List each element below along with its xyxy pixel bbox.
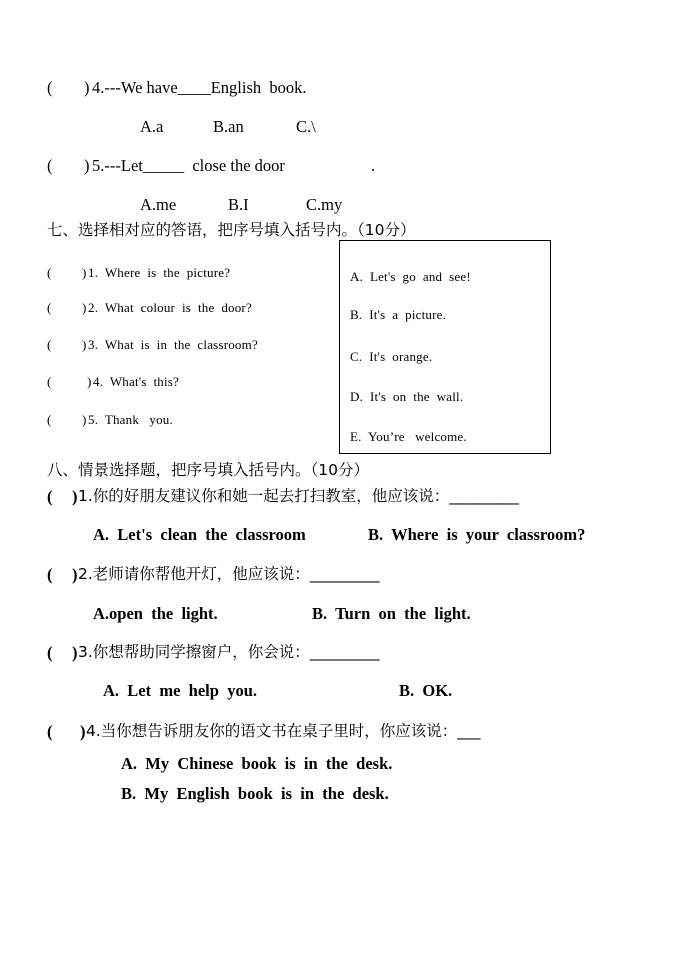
answer-bracket-open: ( — [47, 374, 52, 389]
question-stem: 1.你的好朋友建议你和她一起去打扫教室，他应该说：_________ — [78, 487, 520, 505]
answer-bracket-close: ) — [82, 300, 87, 315]
answer-choice-e: E. You’re welcome. — [350, 429, 467, 444]
answer-bracket-close: ) — [84, 78, 90, 97]
section-8-heading: 八、情景选择题，把序号填入括号内。（10分） — [47, 461, 369, 479]
answer-bracket-open: ( — [47, 412, 52, 427]
answer-bracket-open: ( — [47, 78, 53, 97]
option-a: A. My Chinese book is in the desk. — [121, 754, 393, 773]
option-b: B. Turn on the light. — [312, 604, 471, 623]
question-stem: 5.---Let_____ close the door — [92, 156, 285, 175]
answer-bracket-open: ( — [47, 565, 53, 584]
question-text: 2. What colour is the door? — [88, 300, 252, 315]
option-a: A.open the light. — [93, 604, 218, 623]
question-text: 3. What is in the classroom? — [88, 337, 258, 352]
question-stem: 2.老师请你帮他开灯，他应该说：_________ — [78, 565, 380, 583]
answer-bracket-open: ( — [47, 722, 53, 741]
answer-choice-c: C. It's orange. — [350, 349, 433, 364]
question-stem: 3.你想帮助同学擦窗户，你会说：_________ — [78, 643, 380, 661]
answer-bracket-open: ( — [47, 300, 52, 315]
answer-bracket-close: ) — [80, 722, 86, 741]
option-a: A.me — [140, 195, 177, 214]
option-a: A.a — [140, 117, 164, 136]
option-b: B. My English book is in the desk. — [121, 784, 389, 803]
question-stem: 4.当你想告诉朋友你的语文书在桌子里时，你应该说：___ — [86, 722, 481, 740]
option-b: B. OK. — [399, 681, 453, 700]
question-text: 5. Thank you. — [88, 412, 173, 427]
answer-bracket-close: ) — [84, 156, 90, 175]
answer-bracket-close: ) — [72, 565, 78, 584]
option-c: C.\ — [296, 117, 316, 136]
option-a: A. Let's clean the classroom — [93, 525, 306, 544]
answer-choice-d: D. It's on the wall. — [350, 389, 464, 404]
option-c: C.my — [306, 195, 343, 214]
question-text: 4. What's this? — [93, 374, 180, 389]
section-7-heading: 七、选择相对应的答语，把序号填入括号内。（10分） — [47, 221, 416, 239]
question-stem: 4.---We have____English book. — [92, 78, 307, 97]
answer-choice-a: A. Let's go and see! — [350, 269, 471, 284]
answer-bracket-open: ( — [47, 265, 52, 280]
answer-bracket-open: ( — [47, 643, 53, 662]
option-b: B. Where is your classroom? — [368, 525, 586, 544]
option-b: B.I — [228, 195, 249, 214]
option-b: B.an — [213, 117, 244, 136]
answer-bracket-close: ) — [87, 374, 92, 389]
answer-bracket-close: ) — [72, 643, 78, 662]
answer-choice-b: B. It's a picture. — [350, 307, 447, 322]
sentence-period: . — [371, 156, 376, 175]
answer-bracket-open: ( — [47, 156, 53, 175]
answer-bracket-close: ) — [72, 487, 78, 506]
answer-bracket-open: ( — [47, 337, 52, 352]
answer-bracket-open: ( — [47, 487, 53, 506]
answer-bracket-close: ) — [82, 337, 87, 352]
answer-bracket-close: ) — [82, 265, 87, 280]
question-text: 1. Where is the picture? — [88, 265, 231, 280]
answer-bracket-close: ) — [82, 412, 87, 427]
option-a: A. Let me help you. — [103, 681, 257, 700]
